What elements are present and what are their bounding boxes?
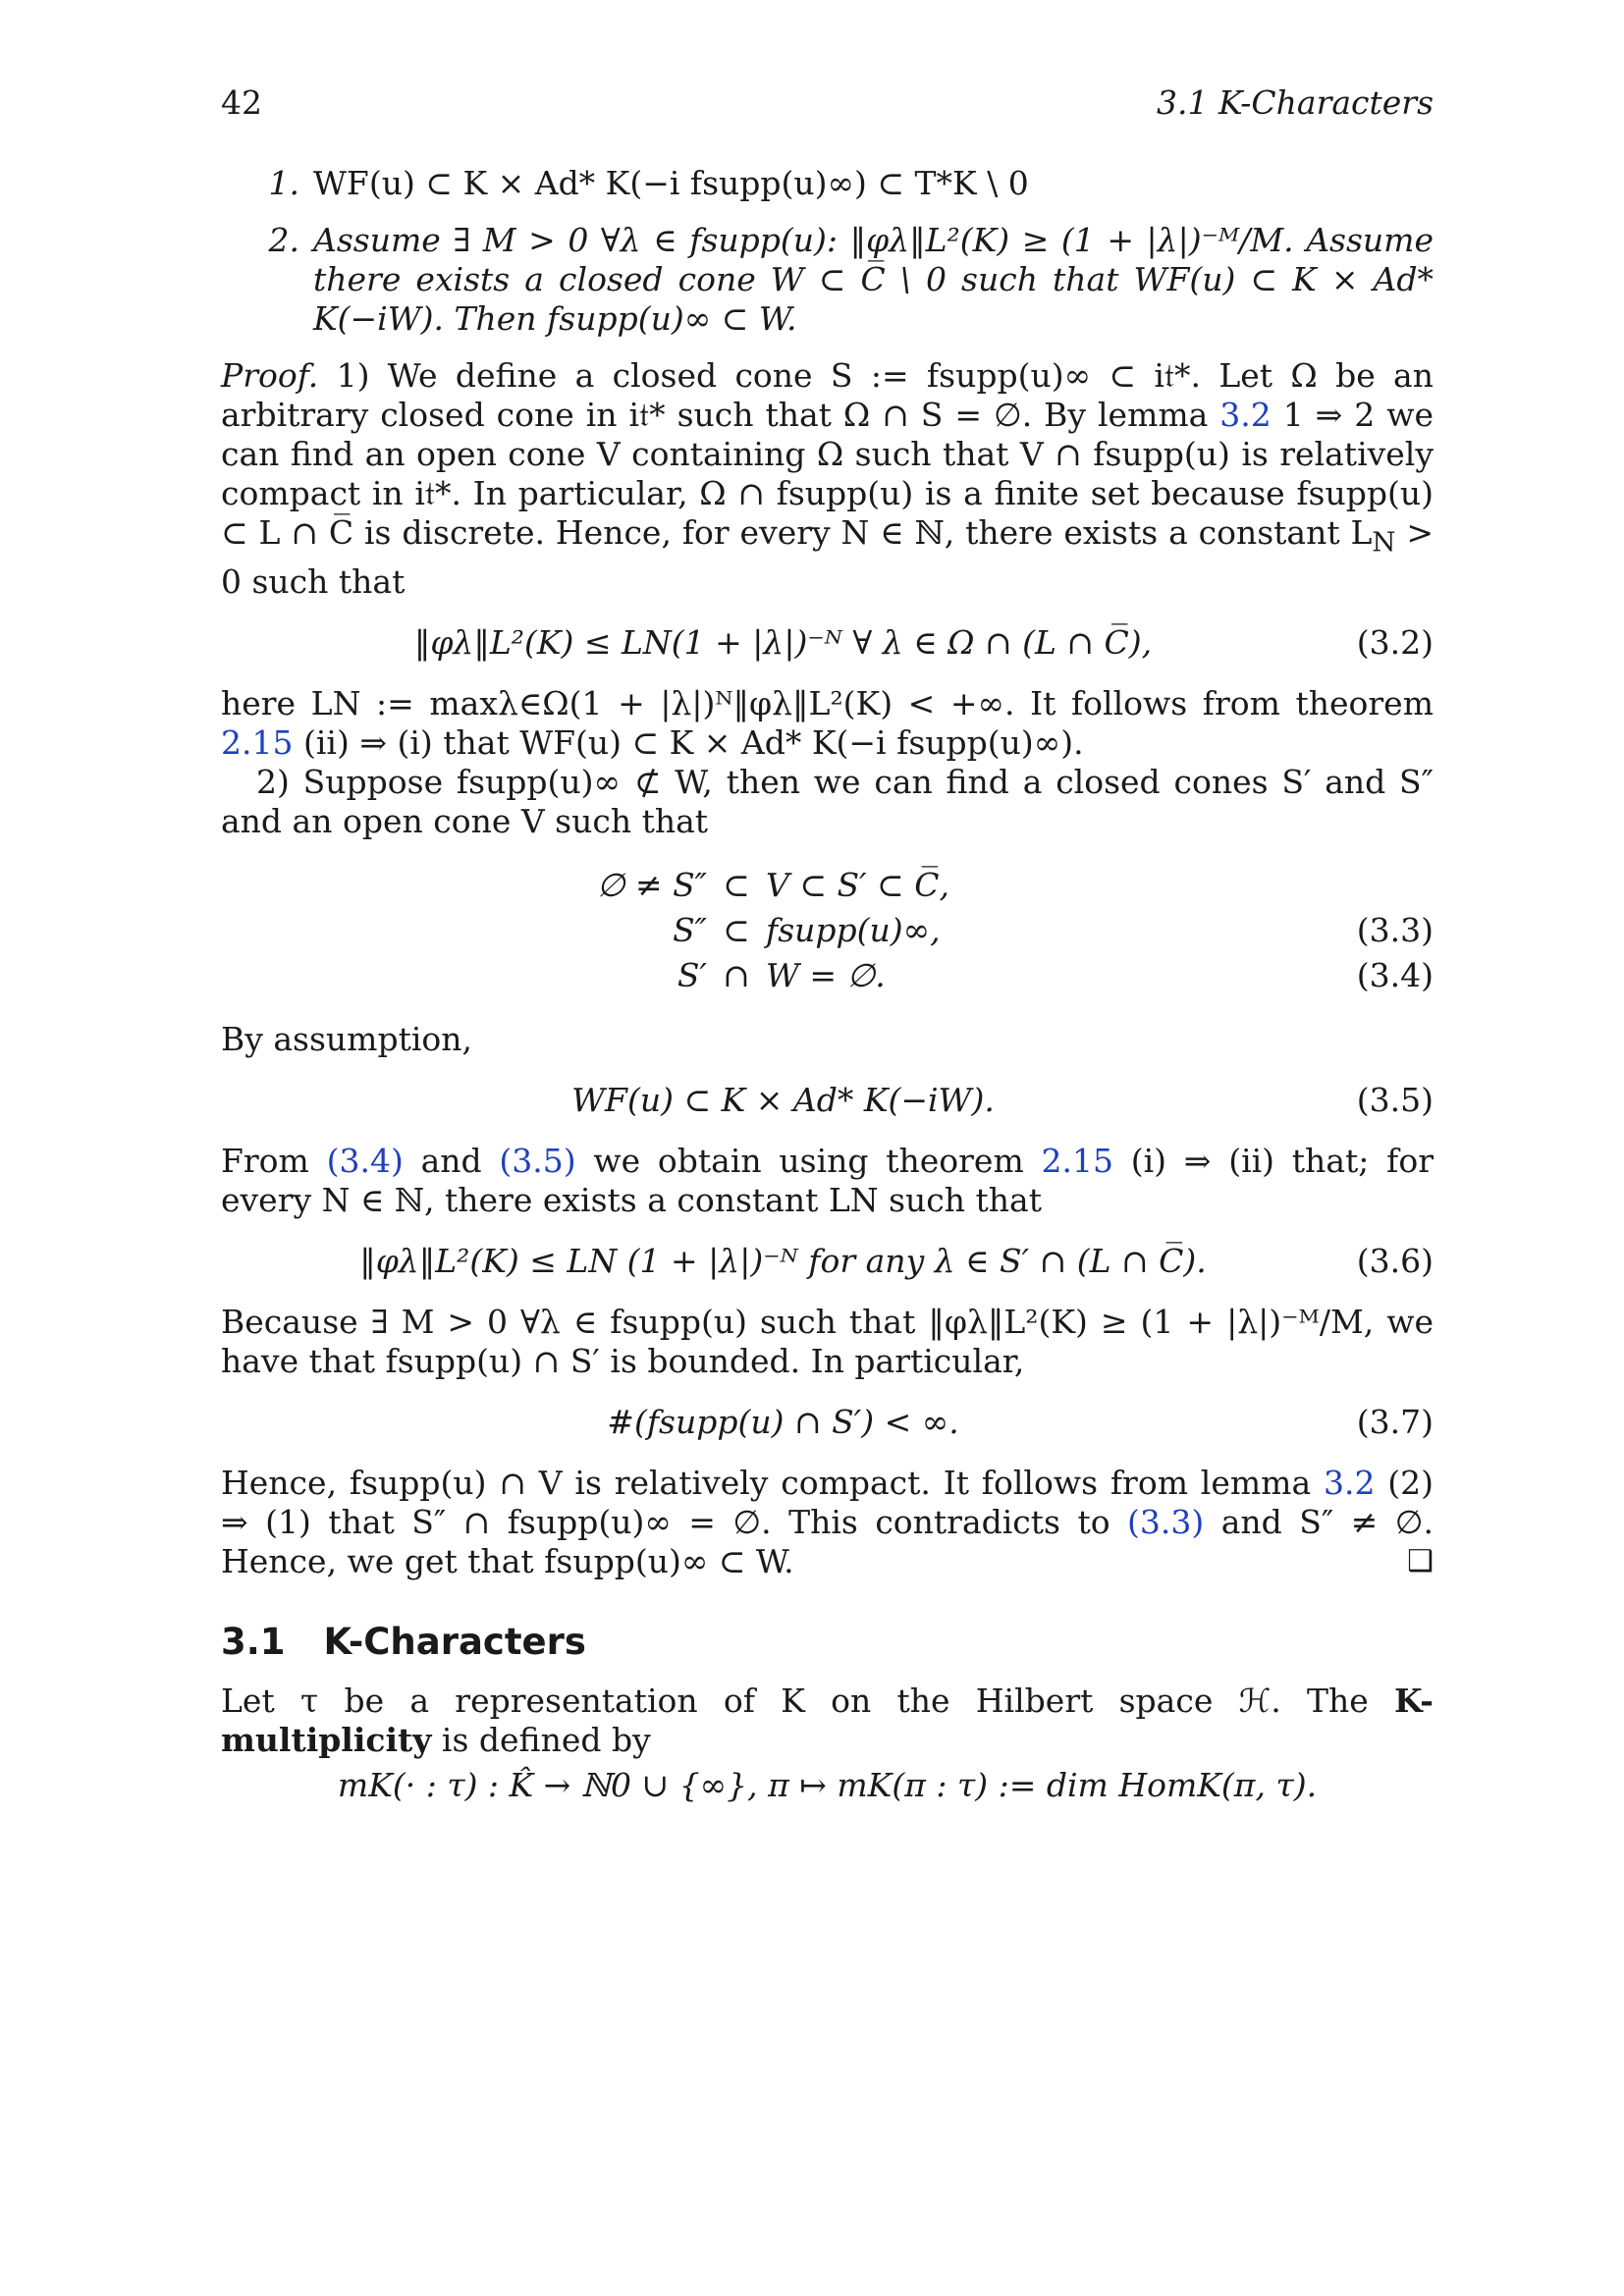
- paper-page: [221, 83, 1434, 1827]
- reference-link[interactable]: 2.15: [1041, 1141, 1113, 1180]
- enumerate-item: [221, 164, 1434, 203]
- equation-row: [221, 863, 1434, 908]
- reference-link[interactable]: (3.4): [326, 1141, 404, 1180]
- equation-body: #(fsupp(u) ∩ S′) < ∞.: [607, 1402, 959, 1441]
- eq-rhs: fsupp(u)∞,: [766, 910, 941, 949]
- reference-link[interactable]: 3.2: [1219, 396, 1272, 434]
- text-run: (ii) ⇒ (i) that WF(u) ⊂ K × Ad* K(−i fsupp(u)∞).: [302, 722, 1084, 762]
- text-run: From: [221, 1141, 309, 1180]
- equation-body: ‖φλ‖L²(K) ≤ LN(1 + |λ|)⁻ᴺ ∀ λ ∈ Ω ∩ (L ∩ C̅),: [413, 622, 1153, 662]
- text-run: 1) We define a closed cone S := fsupp(u)∞ ⊂ i𝔱*. Let Ω be an arbitrary closed cone in i𝔱* such that Ω ∩ S = ∅. By lemma: [221, 356, 1434, 434]
- equation-body: ‖φλ‖L²(K) ≤ LN (1 + |λ|)⁻ᴺ for any λ ∈ S′ ∩ (L ∩ C̅).: [359, 1241, 1207, 1280]
- text-run: is defined by: [441, 1720, 651, 1759]
- enumerate-item: [221, 221, 1434, 339]
- text-run: (i) ⇒ (ii) that; for every N ∈ ℕ, there exists a constant LN such that: [221, 1141, 1434, 1219]
- equation-number: (3.5): [1356, 1080, 1434, 1119]
- section-heading: [221, 1620, 1434, 1663]
- equation-number: (3.6): [1356, 1241, 1434, 1280]
- page-number: 42: [221, 83, 262, 122]
- running-header: [221, 83, 1434, 142]
- enumerate-list: [221, 164, 1434, 339]
- enumerate-text: Assume ∃ M > 0 ∀λ ∈ fsupp(u): ‖φλ‖L²(K) ≥ (1 + |λ|)⁻ᴹ/M. Assume there exists a closed cone W ⊂ C̅ \ 0 such that WF(u) ⊂ K × Ad* K(−iW). Then fsupp(u)∞ ⊂ W.: [313, 221, 1434, 338]
- equation-number: (3.2): [1356, 622, 1434, 662]
- enumerate-text: WF(u) ⊂ K × Ad* K(−i fsupp(u)∞) ⊂ T*K \ 0: [313, 164, 1029, 202]
- section-paragraph: [221, 1682, 1434, 1760]
- eq-relation: ⊂: [723, 910, 750, 949]
- enumerate-number: 1.: [268, 164, 299, 202]
- proof-paragraph-5: [221, 1142, 1434, 1220]
- equation-body: WF(u) ⊂ K × Ad* K(−iW).: [571, 1080, 995, 1119]
- equation-3-6: [221, 1242, 1434, 1281]
- eq-rhs: V ⊂ S′ ⊂ C̅,: [766, 865, 949, 904]
- text-run: Let τ be a representation of K on the Hilbert space ℋ. The: [221, 1681, 1369, 1720]
- reference-link[interactable]: (3.5): [499, 1141, 576, 1180]
- reference-link[interactable]: 3.2: [1323, 1463, 1376, 1502]
- text-run: > 0 such that: [221, 513, 1435, 601]
- proof-paragraph-2: [221, 684, 1434, 763]
- proof-paragraph-3: 2) Suppose fsupp(u)∞ ⊄ W, then we can find a closed cones S′ and S″ and an open cone V such that: [221, 762, 1434, 840]
- proof-label: Proof.: [221, 356, 319, 395]
- running-title: 3.1 K-Characters: [1157, 83, 1434, 122]
- text-run: here LN := maxλ∈Ω(1 + |λ|)ᴺ‖φλ‖L²(K) < +∞. It follows from theorem: [221, 683, 1434, 722]
- eq-lhs: S″: [673, 910, 707, 949]
- equation-row: [221, 953, 1434, 998]
- reference-link[interactable]: 2.15: [221, 722, 294, 762]
- text-run: and: [420, 1141, 482, 1180]
- text-run: Hence, fsupp(u) ∩ V is relatively compact. It follows from lemma: [221, 1463, 1312, 1502]
- section-title: K-Characters: [323, 1620, 586, 1663]
- enumerate-number: 2.: [268, 221, 299, 259]
- equation-3-7: [221, 1403, 1434, 1442]
- eq-lhs: ∅ ≠ S″: [596, 865, 707, 904]
- eq-lhs: S′: [677, 955, 707, 994]
- eq-relation: ⊂: [723, 865, 750, 904]
- proof-paragraph-1: [221, 356, 1434, 602]
- equation-array: [221, 863, 1434, 998]
- equation-number: (3.3): [1356, 910, 1434, 949]
- reference-link[interactable]: (3.3): [1127, 1502, 1205, 1541]
- equation-row: [221, 908, 1434, 953]
- equation-3-5: [221, 1081, 1434, 1120]
- bold-term: K-multiplicity: [221, 1681, 1435, 1759]
- text-run: we obtain using theorem: [593, 1141, 1024, 1180]
- equation-number: (3.4): [1356, 955, 1434, 994]
- proof-paragraph-6: Because ∃ M > 0 ∀λ ∈ fsupp(u) such that ‖φλ‖L²(K) ≥ (1 + |λ|)⁻ᴹ/M, we have that fsupp(u) ∩ S′ is bounded. In particular,: [221, 1302, 1434, 1380]
- display-equation: [221, 1766, 1434, 1805]
- eq-rhs: W = ∅.: [766, 955, 886, 994]
- subscript: N: [1372, 526, 1396, 559]
- qed-square-icon: ❑: [1407, 1543, 1434, 1578]
- eq-relation: ∩: [723, 955, 750, 994]
- proof-paragraph-4: By assumption,: [221, 1019, 473, 1058]
- equation-body: mK(· : τ) : K̂ → ℕ0 ∪ {∞}, π ↦ mK(π : τ) := dim HomK(π, τ).: [337, 1765, 1318, 1804]
- equation-number: (3.7): [1356, 1402, 1434, 1441]
- equation-3-2: [221, 623, 1434, 663]
- proof-paragraph-7: [221, 1464, 1434, 1581]
- section-number: 3.1: [221, 1620, 286, 1663]
- text-run: 1 ⇒ 2 we can find an open cone V containing Ω such that V ∩ fsupp(u) is relatively compact in i𝔱*. In particular, Ω ∩ fsupp(u) is a finite set because fsupp(u) ⊂ L ∩ C̅ is discrete. Hence, for every N ∈ ℕ, there exists a constant L: [221, 396, 1434, 552]
- text-run: and S″ ≠ ∅. Hence, we get that fsupp(u)∞ ⊂ W.: [221, 1502, 1434, 1580]
- text-run: (2) ⇒ (1) that S″ ∩ fsupp(u)∞ = ∅. This contradicts to: [221, 1463, 1434, 1541]
